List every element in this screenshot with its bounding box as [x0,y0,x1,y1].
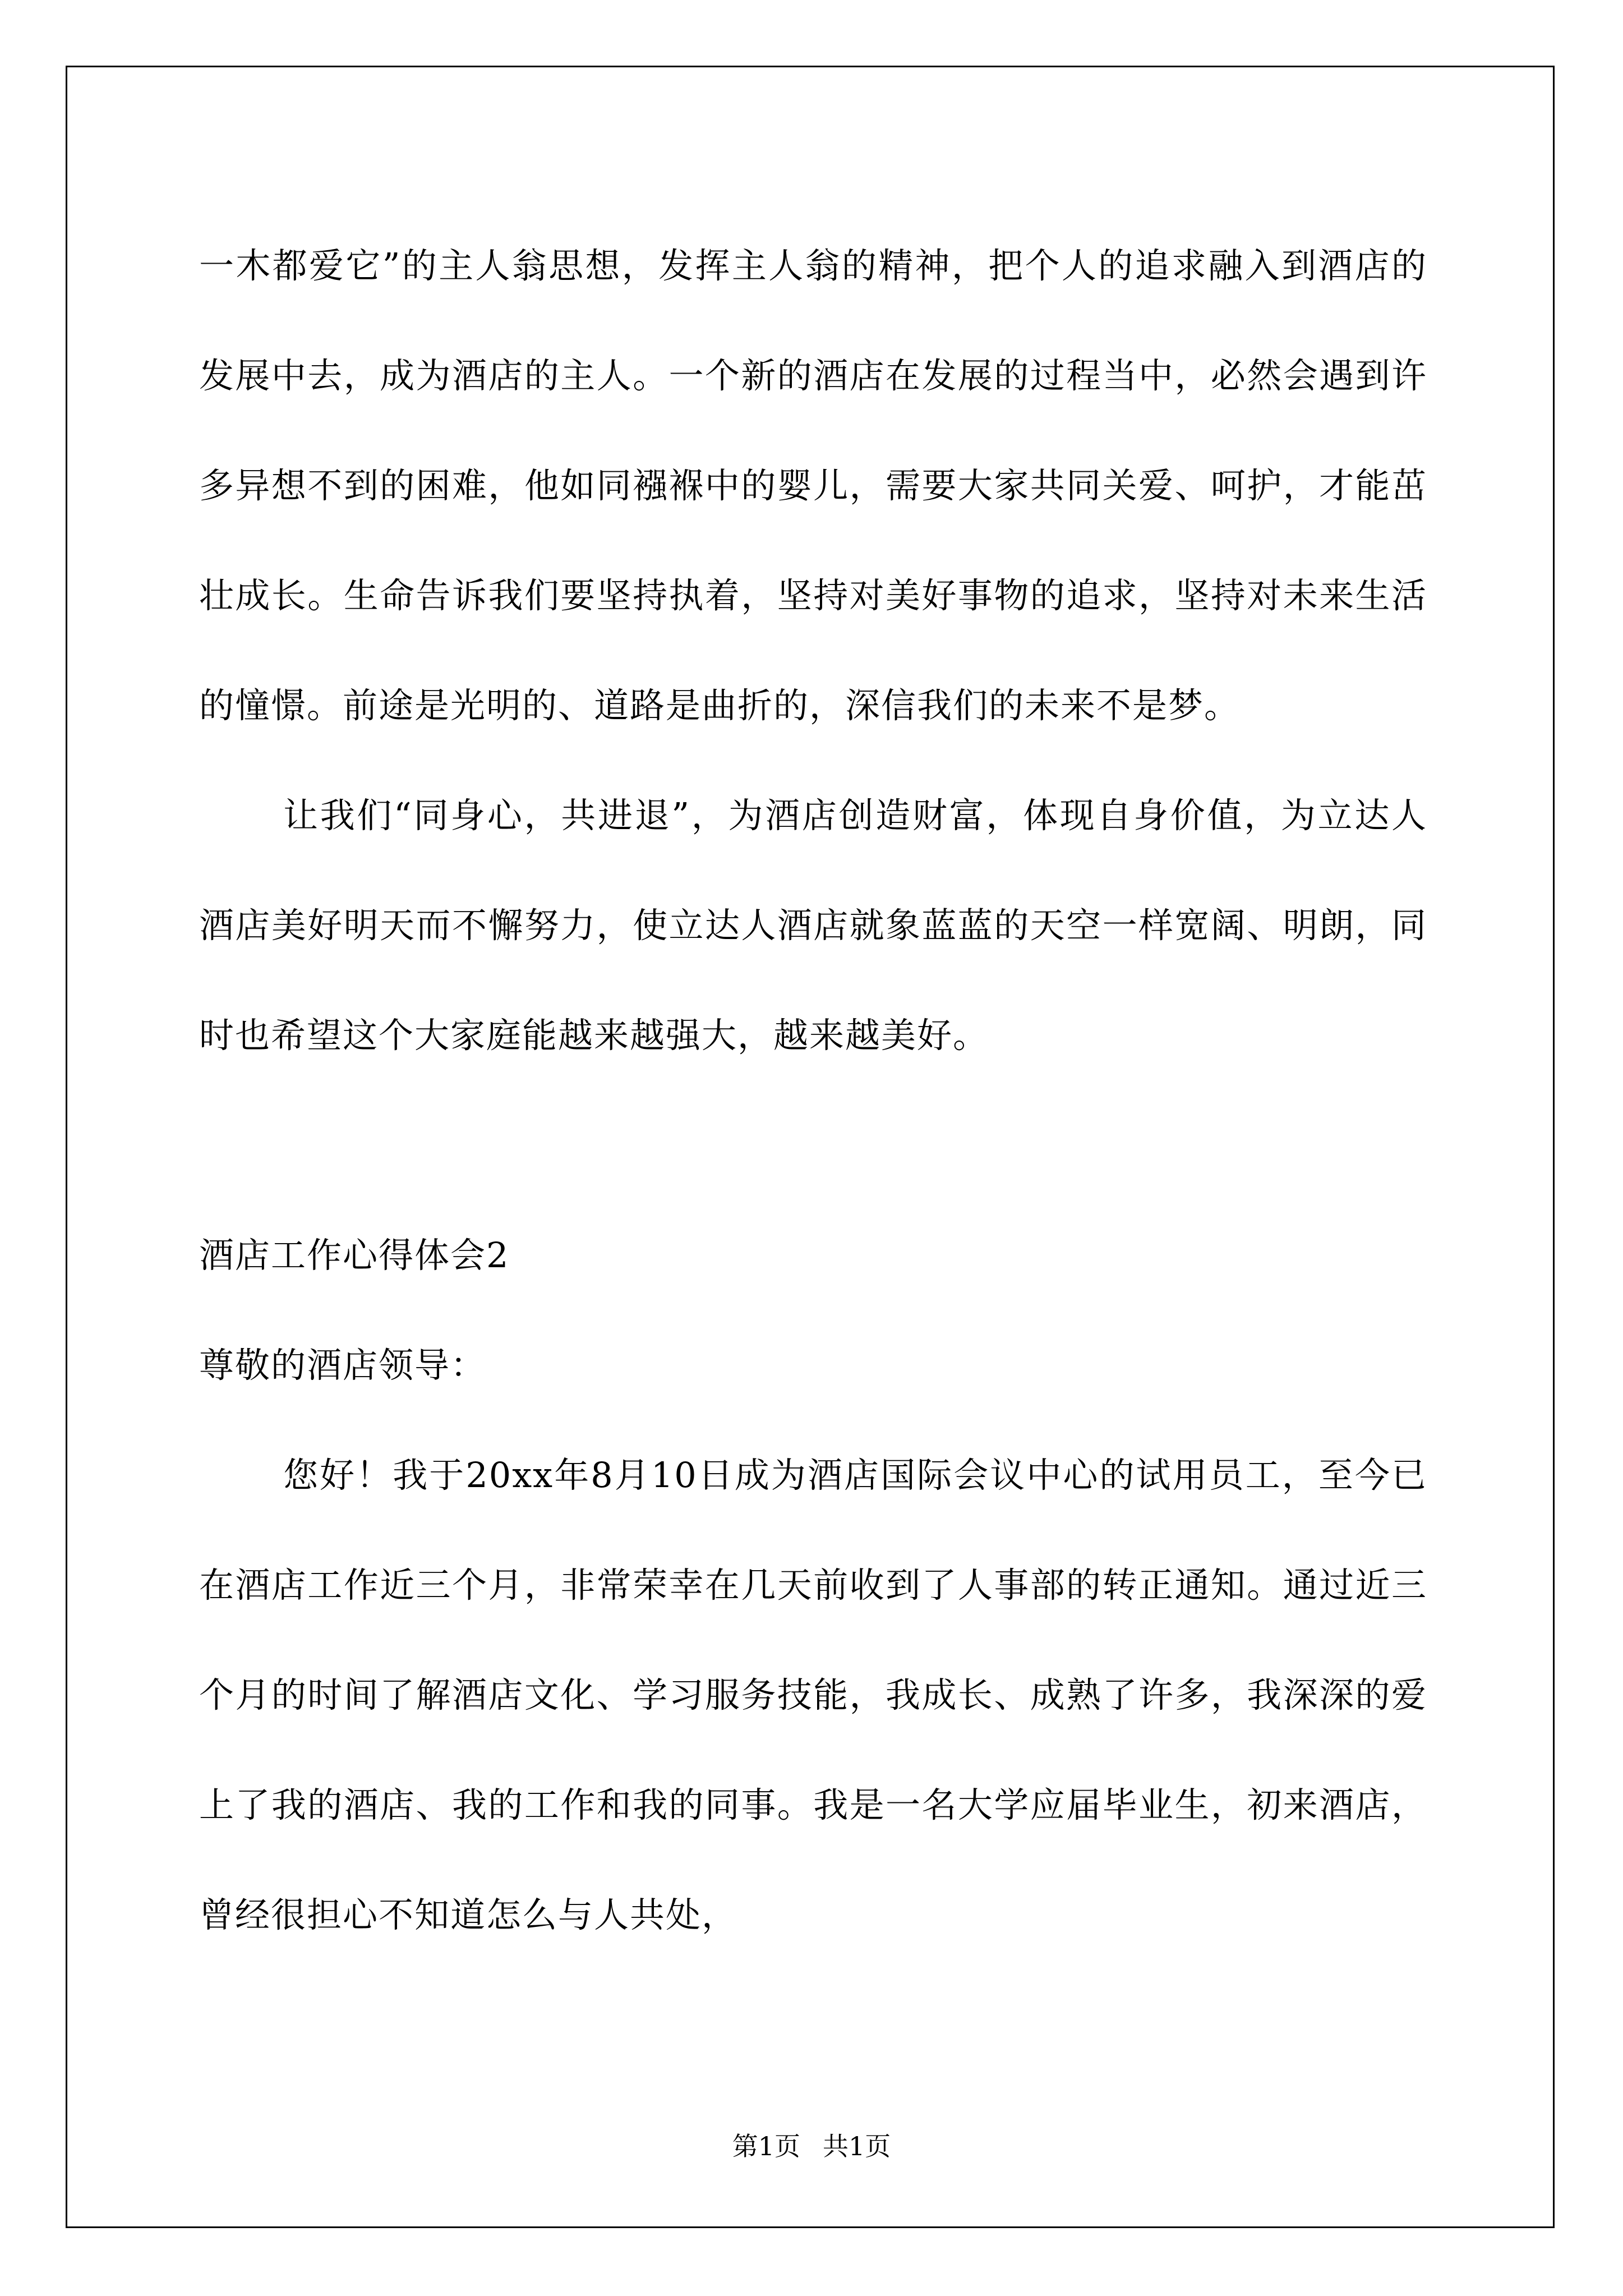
salutation: 尊敬的酒店领导： [199,1345,487,1386]
paragraph-continuation: 一木都爱它”的主人翁思想，发挥主人翁的精神，把个人的追求融入到酒店的发展中去，成为酒店的主人。一个新的酒店在发展的过程当中，必然会遇到许多异想不到的困难，他如同襁褓中的婴儿，需要大家共同关爱、呵护，才能茁壮成长。生命告诉我们要坚持执着，坚持对美好事物的追求，坚持对未来生活的憧憬。前途是光明的、道路是曲折的，深信我们的未来不是梦。 [199,245,1427,726]
page-footer [0,2129,1623,2163]
page-total: 共1页 [823,2131,891,2161]
paragraph-greeting: 您好！我于20xx年8月10日成为酒店国际会议中心的试用员工，至今已在酒店工作近三个月，非常荣幸在几天前收到了人事部的转正通知。通过近三个月的时间了解酒店文化、学习服务技能，我成长、成熟了许多，我深深的爱上了我的酒店、我的工作和我的同事。我是一名大学应届毕业生，初来酒店，曾经很担心不知道怎么与人共处， [199,1455,1427,1935]
page-number: 第1页 [732,2131,800,2161]
document-body [199,211,1427,1970]
section-heading: 酒店工作心得体会2 [199,1235,510,1276]
paragraph-closing: 让我们“同身心，共进退”，为酒店创造财富，体现自身价值，为立达人酒店美好明天而不懈努力，使立达人酒店就象蓝蓝的天空一样宽阔、明朗，同时也希望这个大家庭能越来越强大，越来越美好。 [199,795,1427,1056]
section-gap [199,1091,1427,1200]
